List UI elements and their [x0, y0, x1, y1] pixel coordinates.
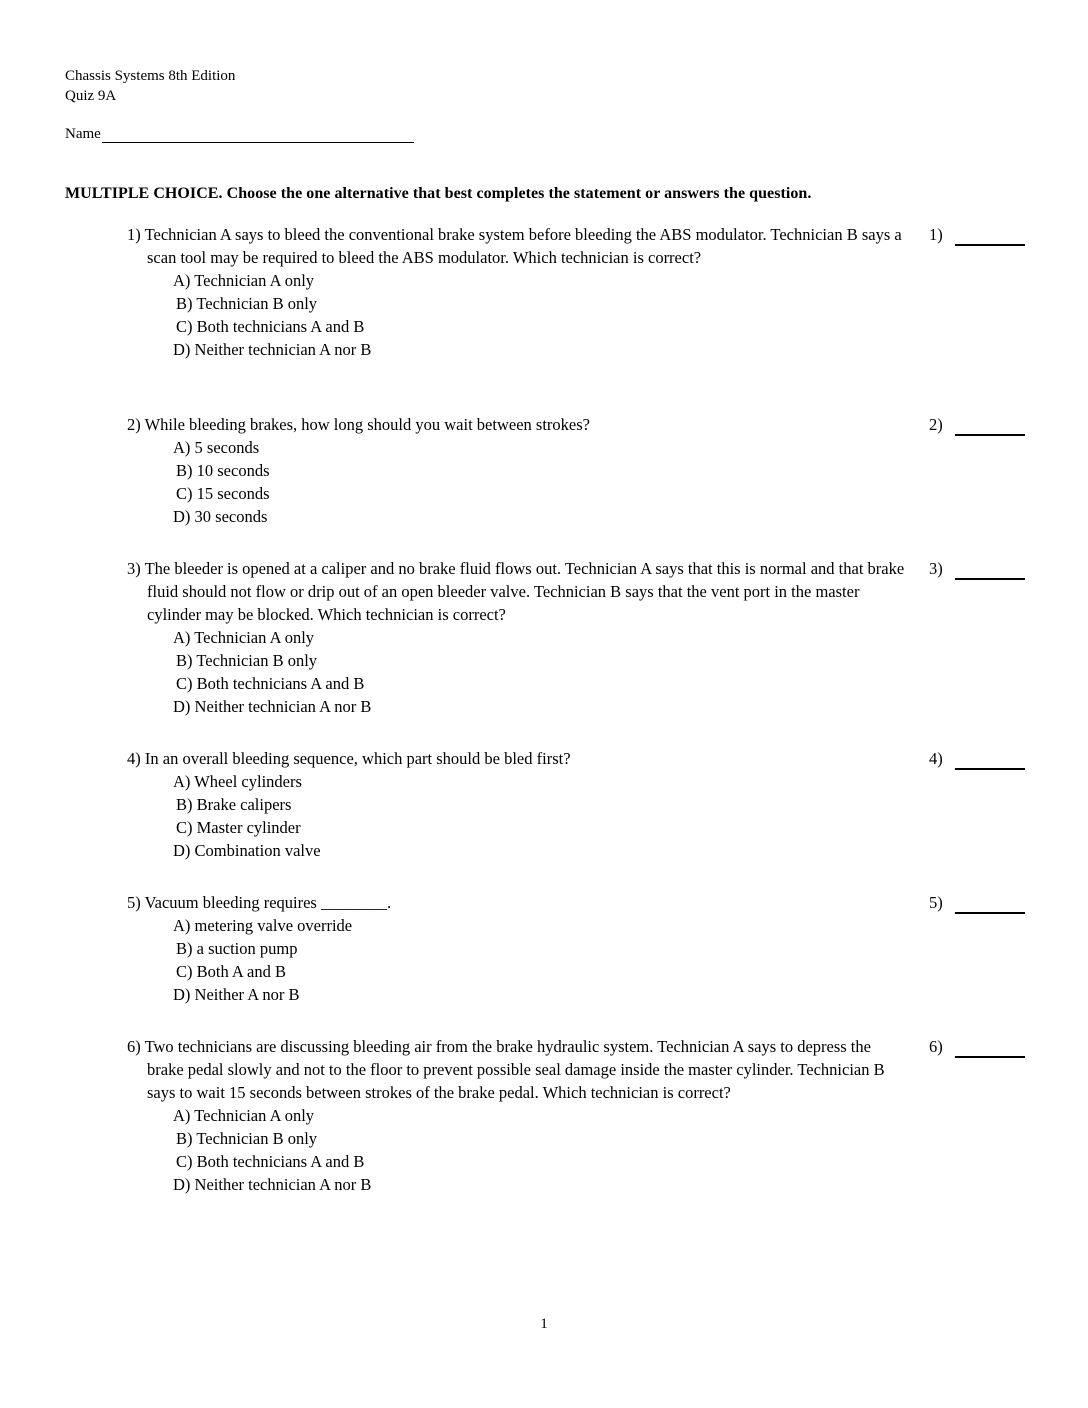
answer-number: 1): [929, 225, 943, 244]
answer-number: 3): [929, 559, 943, 578]
option-b: B) Technician B only: [176, 651, 318, 670]
answer-slot-3: [929, 557, 1025, 580]
option-b: B) Brake calipers: [176, 795, 292, 814]
option-c: C) Both technicians A and B: [176, 1152, 365, 1171]
option-c: C) Both technicians A and B: [176, 317, 365, 336]
option-a: A) Wheel cylinders: [173, 772, 302, 791]
option-c: C) Master cylinder: [176, 818, 301, 837]
question-4: [127, 747, 917, 862]
answer-number: 4): [929, 749, 943, 768]
name-field-row: [65, 124, 414, 143]
options-list: [173, 914, 917, 1006]
option-c: C) Both technicians A and B: [176, 674, 365, 693]
answer-slot-2: [929, 413, 1025, 436]
answer-number: 5): [929, 893, 943, 912]
option-b: B) a suction pump: [176, 939, 298, 958]
answer-slot-1: [929, 223, 1025, 246]
option-d: D) 30 seconds: [173, 507, 268, 526]
option-a: A) Technician A only: [173, 271, 315, 290]
page-number: 1: [540, 1316, 548, 1332]
option-a: A) Technician A only: [173, 1106, 315, 1125]
document-header: [65, 66, 235, 106]
question-3: [127, 557, 917, 718]
answer-blank[interactable]: [955, 1042, 1025, 1058]
question-1: [127, 223, 917, 361]
question-5: [127, 891, 917, 1006]
answer-slot-5: [929, 891, 1025, 914]
option-b: B) Technician B only: [176, 1129, 318, 1148]
name-blank-line[interactable]: [102, 124, 414, 143]
section-instructions: MULTIPLE CHOICE. Choose the one alternative that best completes the statement or answers the question.: [65, 185, 812, 202]
answer-number: 2): [929, 415, 943, 434]
option-b: B) 10 seconds: [176, 461, 270, 480]
answer-number: 6): [929, 1037, 943, 1056]
question-text: 5) Vacuum bleeding requires ________.: [127, 893, 392, 912]
option-c: C) Both A and B: [176, 962, 287, 981]
answer-blank[interactable]: [955, 420, 1025, 436]
answer-slot-4: [929, 747, 1025, 770]
option-c: C) 15 seconds: [176, 484, 270, 503]
option-a: A) Technician A only: [173, 628, 315, 647]
question-text: 4) In an overall bleeding sequence, which part should be bled first?: [127, 749, 571, 768]
question-text: 1) Technician A says to bleed the conventional brake system before bleeding the ABS modulator. Technician B says a scan tool may be required to bleed the ABS modulator. Which technician is correct?: [127, 225, 902, 267]
question-text: 3) The bleeder is opened at a caliper and no brake fluid flows out. Technician A says that this is normal and that brake fluid should not flow or drip out of an open bleeder valve. Technician B says that the vent port in the master cylinder may be blocked. Which technician is correct?: [127, 559, 905, 624]
answer-slot-6: [929, 1035, 1025, 1058]
option-d: D) Neither technician A nor B: [173, 1175, 372, 1194]
option-d: D) Neither A nor B: [173, 985, 300, 1004]
option-a: A) 5 seconds: [173, 438, 260, 457]
option-d: D) Combination valve: [173, 841, 321, 860]
answer-blank[interactable]: [955, 230, 1025, 246]
options-list: [173, 770, 917, 862]
question-text: 2) While bleeding brakes, how long should you wait between strokes?: [127, 415, 590, 434]
options-list: [173, 626, 917, 718]
option-a: A) metering valve override: [173, 916, 353, 935]
question-2: [127, 413, 917, 528]
options-list: [173, 1104, 917, 1196]
answer-blank[interactable]: [955, 754, 1025, 770]
question-text: 6) Two technicians are discussing bleeding air from the brake hydraulic system. Technician A says to depress the brake pedal slowly and not to the floor to prevent possible seal damage inside the master cylinder. Technician B says to wait 15 seconds between strokes of the brake pedal. Which technician is correct?: [127, 1037, 885, 1102]
options-list: [173, 269, 917, 361]
answer-blank[interactable]: [955, 564, 1025, 580]
options-list: [173, 436, 917, 528]
quiz-title: Quiz 9A: [65, 88, 117, 104]
option-d: D) Neither technician A nor B: [173, 697, 372, 716]
option-b: B) Technician B only: [176, 294, 318, 313]
option-d: D) Neither technician A nor B: [173, 340, 372, 359]
answer-blank[interactable]: [955, 898, 1025, 914]
course-title: Chassis Systems 8th Edition: [65, 68, 236, 84]
name-label: Name: [65, 126, 101, 142]
question-6: [127, 1035, 917, 1196]
